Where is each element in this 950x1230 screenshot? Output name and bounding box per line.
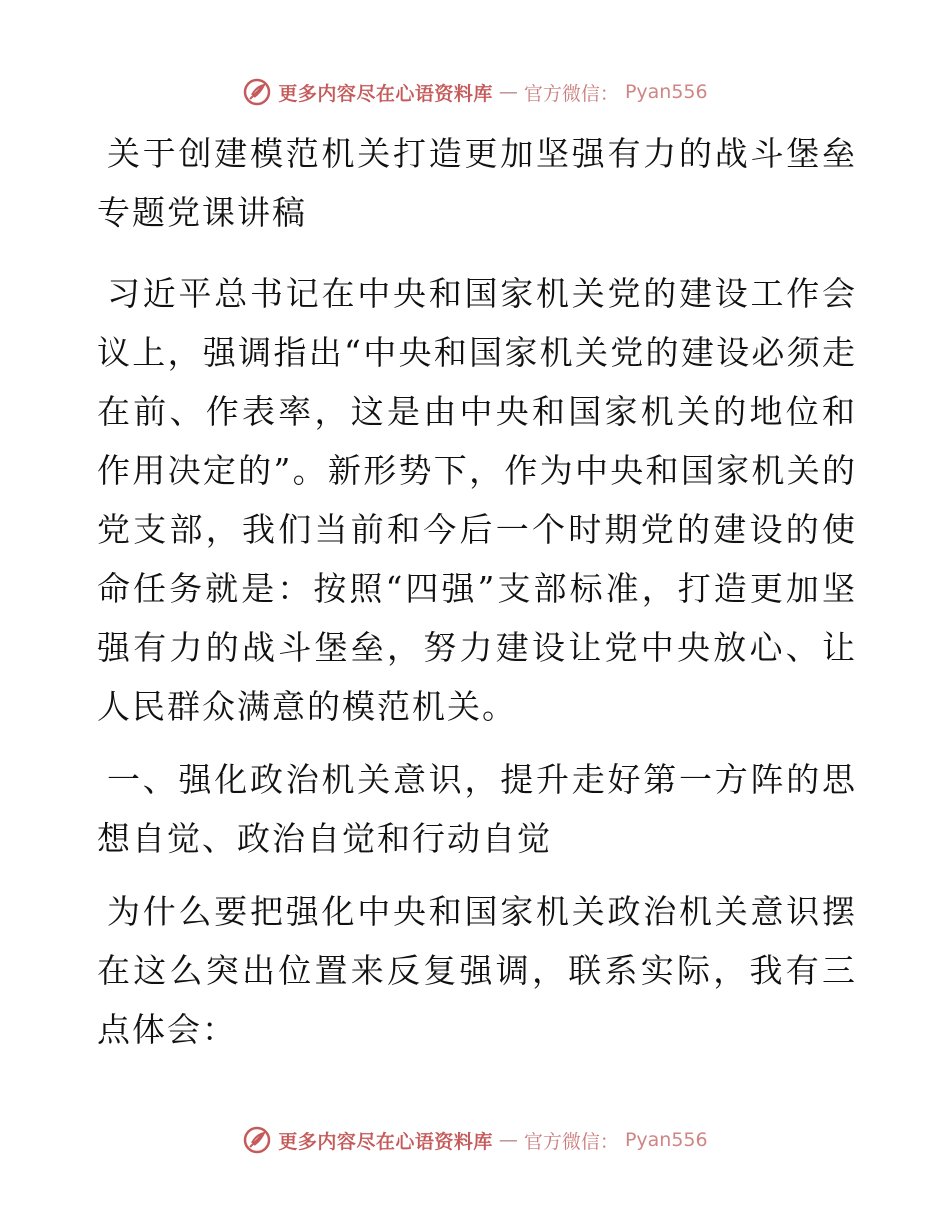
section-heading-1: 一、强化政治机关意识，提升走好第一方阵的思想自觉、政治自觉和行动自觉: [97, 760, 857, 858]
paragraph-section-1: 为什么要把强化中央和国家机关政治机关意识摆在这么突出位置来反复强调，联系实际，我有三点体会：: [97, 892, 857, 1049]
watermark-main-text: 更多内容尽在心语资料库: [278, 1130, 493, 1153]
watermark-wechat-id: Pyan556: [624, 81, 708, 103]
header-watermark: [0, 72, 950, 112]
paragraph-intro: 习近平总书记在中央和国家机关党的建设工作会议上，强调指出“中央和国家机关党的建设必须走在前、作表率，这是由中央和国家机关的地位和作用决定的”。新形势下，作为中央和国家机关的党支部，我们当前和今后一个时期党的建设的使命任务就是：按照“四强”支部标准，打造更加坚强有力的战斗堡垒，努力建设让党中央放心、让人民群众满意的模范机关。: [97, 274, 857, 726]
feather-seal-icon: [242, 77, 272, 107]
watermark-label: 官方微信：: [523, 1130, 619, 1153]
watermark-separator: —: [498, 81, 518, 103]
document-body: [97, 124, 857, 1059]
watermark-separator: —: [498, 1129, 518, 1151]
feather-seal-icon: [242, 1125, 272, 1155]
footer-watermark: [0, 1120, 950, 1160]
watermark-wechat-id: Pyan556: [624, 1129, 708, 1151]
document-title: 关于创建模范机关打造更加坚强有力的战斗堡垒专题党课讲稿: [97, 134, 857, 232]
watermark-main-text: 更多内容尽在心语资料库: [278, 82, 493, 105]
watermark-label: 官方微信：: [523, 82, 619, 105]
